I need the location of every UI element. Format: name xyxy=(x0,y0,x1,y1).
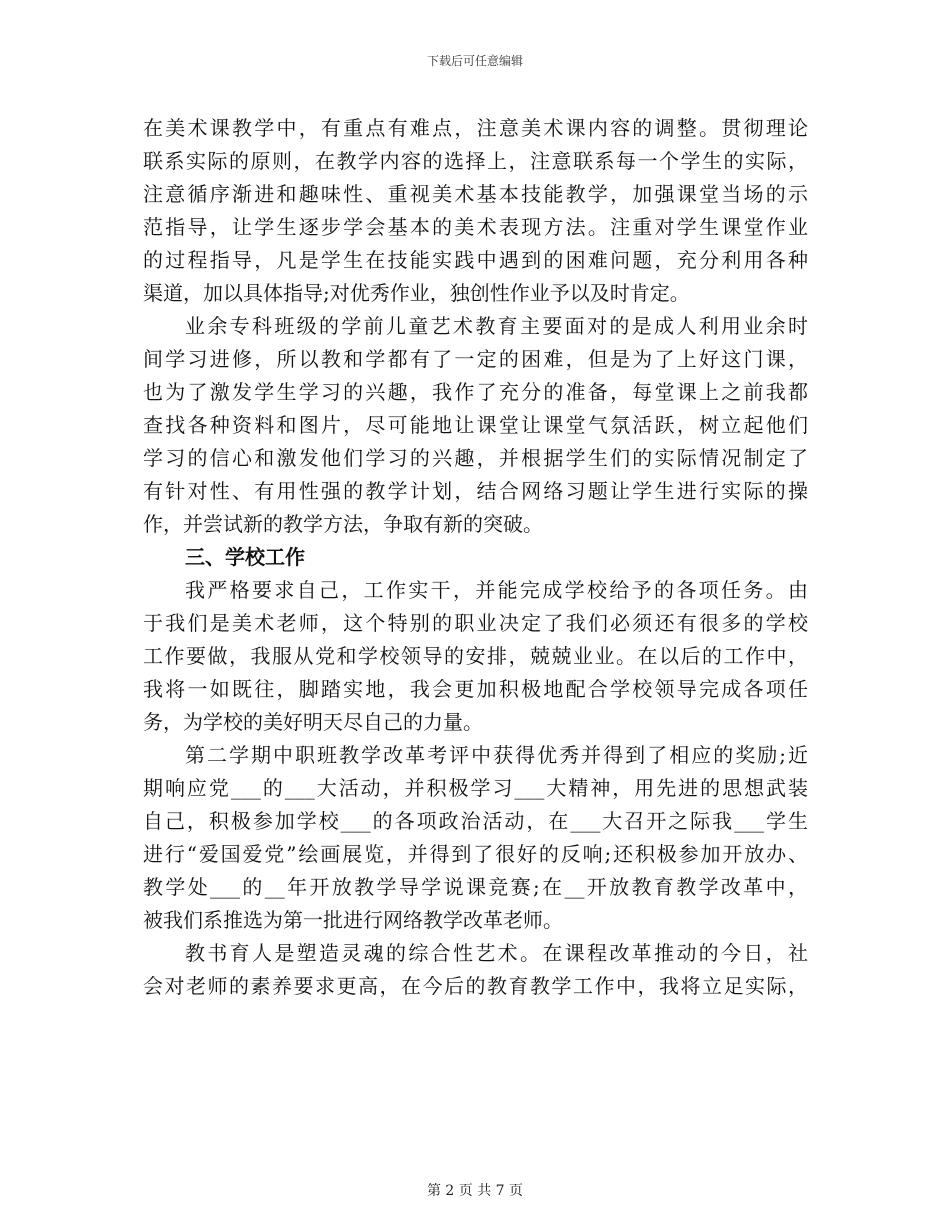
paragraph-line: 教书育人是塑造灵魂的综合性艺术。在课程改革推动的今日，社 xyxy=(185,941,808,965)
paragraph-line: 也为了激发学生学习的兴趣，我作了充分的准备，每堂课上之前我都 xyxy=(143,380,808,404)
paragraph-line: 的过程指导，凡是学生在技能实践中遇到的困难问题，充分利用各种 xyxy=(143,248,808,272)
paragraph-line: 有针对性、有用性强的教学计划，结合网络习题让学生进行实际的操 xyxy=(143,479,808,503)
paragraph-line: 渠道，加以具体指导;对优秀作业，独创性作业予以及时肯定。 xyxy=(143,281,690,305)
paragraph-line: 进行“爱国爱党”绘画展览，并得到了很好的反响;还积极参加开放办、 xyxy=(143,842,808,866)
paragraph-line: 工作要做，我服从党和学校领导的安排，兢兢业业。在以后的工作中， xyxy=(143,644,808,668)
paragraph-line: 间学习进修，所以教和学都有了一定的困难，但是为了上好这门课， xyxy=(143,347,808,371)
body-text xyxy=(143,112,808,1003)
page-number: 第 2 页 共 7 页 xyxy=(426,1183,524,1199)
paragraph-line: 作，并尝试新的教学方法，争取有新的突破。 xyxy=(143,512,543,536)
paragraph-line: 被我们系推选为第一批进行网络教学改革老师。 xyxy=(143,908,563,932)
paragraph-line: 教学处___的__年开放教学导学说课竞赛;在__开放教育教学改革中， xyxy=(143,875,808,899)
section-heading: 三、学校工作 xyxy=(185,545,305,569)
paragraph-line: 学习的信心和激发他们学习的兴趣，并根据学生们的实际情况制定了 xyxy=(143,446,808,470)
paragraph-line: 范指导，让学生逐步学会基本的美术表现方法。注重对学生课堂作业 xyxy=(143,215,808,239)
header-note: 下载后可任意编辑 xyxy=(426,54,523,68)
paragraph-line: 在美术课教学中，有重点有难点，注意美术课内容的调整。贯彻理论 xyxy=(143,116,808,140)
paragraph-line: 注意循序渐进和趣味性、重视美术基本技能教学，加强课堂当场的示 xyxy=(143,182,808,206)
paragraph-line: 会对老师的素养要求更高，在今后的教育教学工作中，我将立足实际， xyxy=(143,974,808,998)
paragraph-line: 联系实际的原则，在教学内容的选择上，注意联系每一个学生的实际， xyxy=(143,149,808,173)
paragraph-line: 于我们是美术老师，这个特别的职业决定了我们必须还有很多的学校 xyxy=(143,611,808,635)
paragraph-line: 业余专科班级的学前儿童艺术教育主要面对的是成人利用业余时 xyxy=(185,314,808,338)
paragraph-line: 自己，积极参加学校___的各项政治活动，在___大召开之际我___学生 xyxy=(143,809,808,833)
paragraph-line: 期响应党___的___大活动，并积极学习___大精神，用先进的思想武装 xyxy=(143,776,808,800)
paragraph-line: 查找各种资料和图片，尽可能地让课堂让课堂气氛活跃，树立起他们 xyxy=(143,413,808,437)
paragraph-line: 我将一如既往，脚踏实地，我会更加积极地配合学校领导完成各项任 xyxy=(143,677,808,701)
paragraph-line: 第二学期中职班教学改革考评中获得优秀并得到了相应的奖励;近 xyxy=(185,743,808,767)
paragraph-line: 我严格要求自己，工作实干，并能完成学校给予的各项任务。由 xyxy=(185,578,808,602)
paragraph-line: 务，为学校的美好明天尽自己的力量。 xyxy=(143,710,483,734)
